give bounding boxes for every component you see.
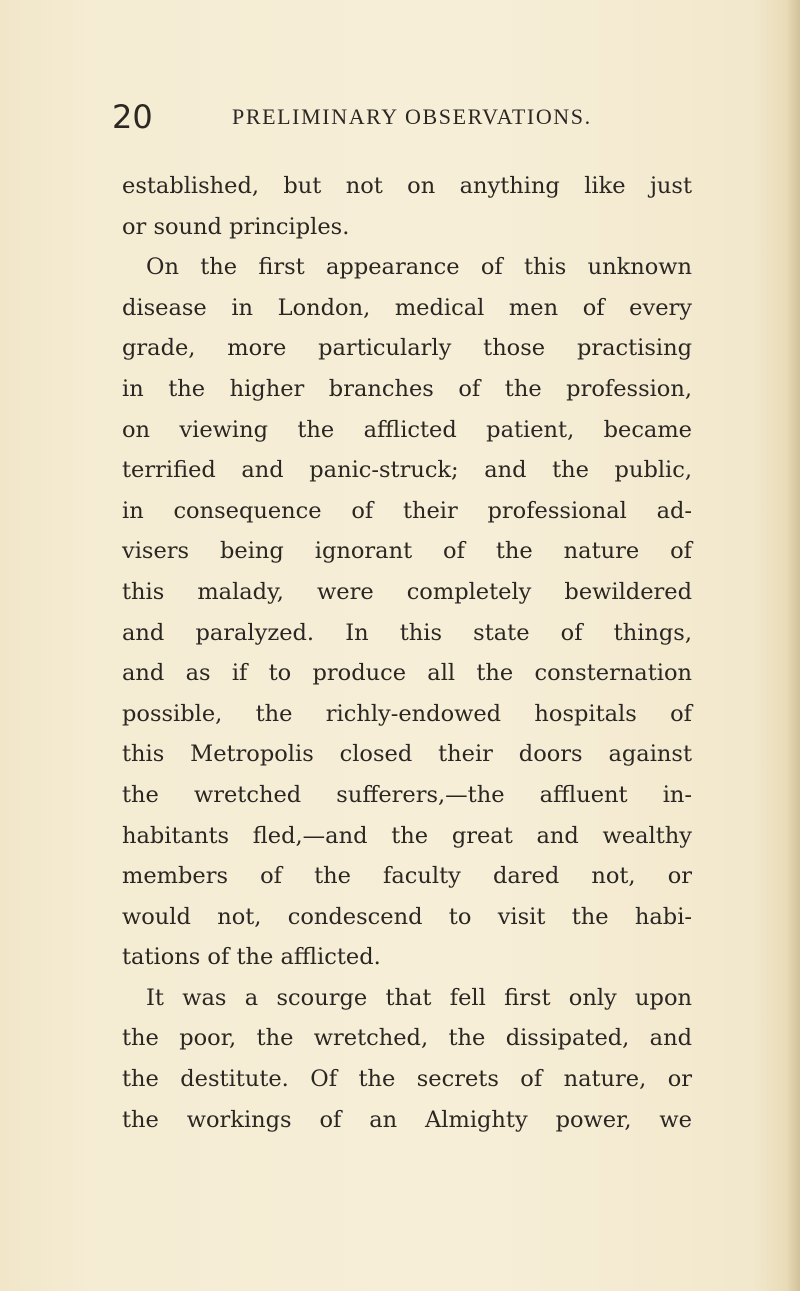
- page-header: [112, 96, 692, 138]
- text-line: possible, the richly-endowed hospitals of: [122, 700, 692, 727]
- text-line: tations of the afflicted.: [122, 944, 381, 971]
- text-line: grade, more particularly those practising: [122, 335, 692, 362]
- text-line: It was a scourge that fell first only upon: [146, 984, 692, 1011]
- text-line: habitants fled,—and the great and wealthy: [122, 822, 692, 849]
- text-line: On the first appearance of this unknown: [146, 254, 692, 281]
- text-line: or sound principles.: [122, 213, 350, 240]
- text-line: the wretched sufferers,—the affluent in-: [122, 781, 692, 808]
- page-edge-shadow: [786, 0, 800, 1291]
- running-title: PRELIMINARY OBSERVATIONS.: [232, 104, 592, 129]
- text-line: the poor, the wretched, the dissipated, and: [122, 1025, 692, 1052]
- text-line: visers being ignorant of the nature of: [122, 538, 692, 565]
- text-line: in consequence of their professional ad-: [122, 497, 692, 524]
- text-line: this Metropolis closed their doors against: [122, 741, 692, 768]
- text-line: members of the faculty dared not, or: [122, 863, 692, 890]
- text-line: would not, condescend to visit the habi-: [122, 903, 692, 930]
- text-line: established, but not on anything like just: [122, 173, 692, 199]
- text-line: the destitute. Of the secrets of nature, or: [122, 1066, 692, 1093]
- page-number: 20: [112, 98, 153, 136]
- text-line: in the higher branches of the profession,: [122, 375, 692, 402]
- text-line: the workings of an Almighty power, we: [122, 1106, 692, 1133]
- text-line: and as if to produce all the consternation: [122, 660, 692, 687]
- text-line: disease in London, medical men of every: [122, 294, 692, 321]
- text-line: and paralyzed. In this state of things,: [122, 619, 692, 646]
- text-line: this malady, were completely bewildered: [122, 578, 692, 605]
- body-text: [122, 166, 692, 1140]
- text-line: on viewing the afflicted patient, became: [122, 416, 692, 443]
- text-line: terrified and panic-struck; and the public,: [122, 457, 692, 484]
